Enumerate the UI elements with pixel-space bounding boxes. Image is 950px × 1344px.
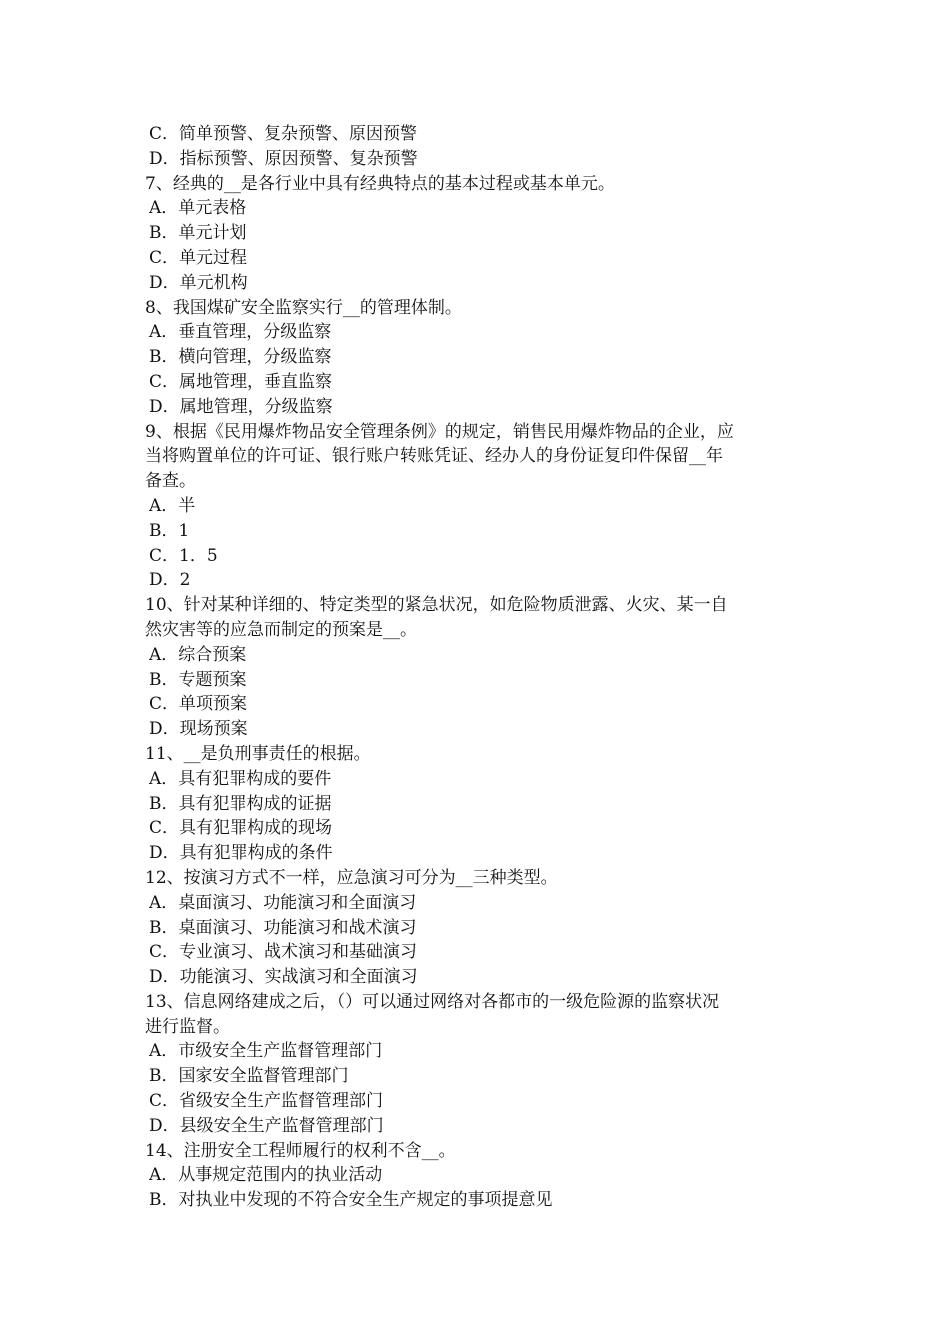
answer-option: B．1 xyxy=(149,520,190,541)
answer-option: D．属地管理，分级监察 xyxy=(149,396,333,417)
question-line: 9、根据《民用爆炸物品安全管理条例》的规定，销售民用爆炸物品的企业，应 xyxy=(145,421,734,442)
answer-option: B．国家安全监督管理部门 xyxy=(149,1066,349,1087)
question-line: 备查。 xyxy=(145,471,196,492)
question-line: 然灾害等的应急而制定的预案是__。 xyxy=(145,619,417,640)
answer-option: D．2 xyxy=(149,570,191,591)
answer-option: B．横向管理，分级监察 xyxy=(149,347,332,368)
question-line: 10、针对某种详细的、特定类型的紧急状况，如危险物质泄露、火灾、某一自 xyxy=(145,595,728,616)
answer-option: D．具有犯罪构成的条件 xyxy=(149,843,333,864)
answer-option: C．专业演习、战术演习和基础演习 xyxy=(149,942,418,963)
answer-option: C．属地管理，垂直监察 xyxy=(149,371,333,392)
answer-option: D．单元机构 xyxy=(149,272,248,293)
answer-option: A．半 xyxy=(149,495,196,516)
answer-option: A．桌面演习、功能演习和全面演习 xyxy=(149,892,417,913)
answer-option: A．综合预案 xyxy=(149,644,247,665)
answer-option: A．从事规定范围内的执业活动 xyxy=(149,1165,383,1186)
question-line: 7、经典的__是各行业中具有经典特点的基本过程或基本单元。 xyxy=(145,173,615,194)
answer-option: D．县级安全生产监督管理部门 xyxy=(149,1115,384,1136)
document-page xyxy=(145,122,815,1213)
answer-option: C．单项预案 xyxy=(149,694,248,715)
answer-option: B．对执业中发现的不符合安全生产规定的事项提意见 xyxy=(149,1190,553,1211)
answer-option: B．专题预案 xyxy=(149,669,247,690)
question-line: 13、信息网络建成之后，（）可以通过网络对各都市的一级危险源的监察状况 xyxy=(145,991,720,1012)
answer-option: C．1．5 xyxy=(149,545,218,566)
answer-option: B．具有犯罪构成的证据 xyxy=(149,793,332,814)
answer-option: D．现场预案 xyxy=(149,719,248,740)
question-line: 12、按演习方式不一样，应急演习可分为__三种类型。 xyxy=(145,867,558,888)
question-line: 当将购置单位的许可证、银行账户转账凭证、经办人的身份证复印件保留__年 xyxy=(145,446,723,467)
question-line: 14、注册安全工程师履行的权利不含__。 xyxy=(145,1140,456,1161)
answer-option: D．指标预警、原因预警、复杂预警 xyxy=(149,148,418,169)
question-line: 8、我国煤矿安全监察实行__的管理体制。 xyxy=(145,297,462,318)
question-line: 11、__是负刑事责任的根据。 xyxy=(145,743,371,764)
answer-option: C．省级安全生产监督管理部门 xyxy=(149,1091,384,1112)
question-line: 进行监督。 xyxy=(145,1016,230,1037)
answer-option: B．单元计划 xyxy=(149,223,247,244)
answer-option: B．桌面演习、功能演习和战术演习 xyxy=(149,917,417,938)
answer-option: C．单元过程 xyxy=(149,247,248,268)
answer-option: A．具有犯罪构成的要件 xyxy=(149,768,332,789)
answer-option: A．单元表格 xyxy=(149,198,247,219)
answer-option: A．垂直管理，分级监察 xyxy=(149,322,332,343)
answer-option: C．简单预警、复杂预警、原因预警 xyxy=(149,124,418,144)
answer-option: C．具有犯罪构成的现场 xyxy=(149,818,333,839)
answer-option: D．功能演习、实战演习和全面演习 xyxy=(149,967,418,988)
answer-option: A．市级安全生产监督管理部门 xyxy=(149,1041,383,1062)
